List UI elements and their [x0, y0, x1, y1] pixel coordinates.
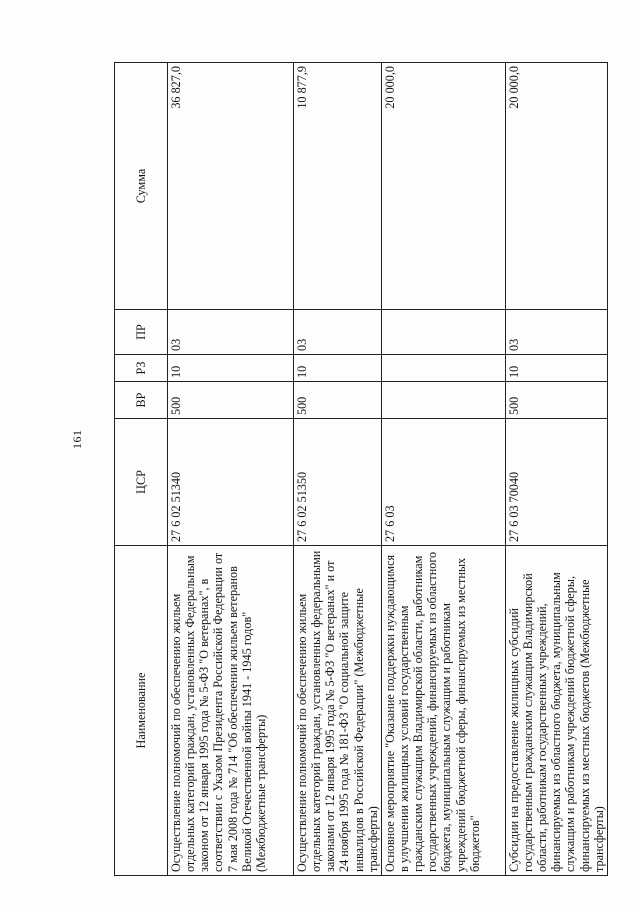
row-pr: 03 — [294, 310, 382, 355]
header-vr: ВР — [115, 382, 168, 419]
row-name: Осуществление полномочий по обеспечению жильем отдельных категорий граждан, установленных федеральными законами от 12 января 1995 года № 5-ФЗ "О ветеранах" и от 24 ноября 1995 года № 181-ФЗ "О социальной защите инвалидов в Российской Федерации" (Межбюджетные трансферты) — [294, 546, 382, 876]
table-header-row — [115, 63, 168, 876]
header-sum: Сумма — [115, 63, 168, 310]
row-rz: 10 — [294, 355, 382, 382]
row-csr: 27 6 02 51350 — [294, 419, 382, 546]
header-rz: РЗ — [115, 355, 168, 382]
row-name: Основное мероприятие "Оказание поддержки нуждающимся в улучшении жилищных условий государственным гражданским служащим Владимирской области, работникам государственных учреждений, финансируемых из областного бюджета, муниципальным служащим и работникам учреждений бюджетной сферы, финансируемых из местных бюджетов" — [381, 546, 505, 876]
row-name: Субсидии на предоставление жилищных субсидий государственным гражданским служащим Владимирской области, работникам государственных учреждений, финансируемых из областного бюджета, муниципальным служащим и работникам учреждений бюджетной сферы, финансируемых из местных бюджетов (Межбюджетные трансферты) — [505, 546, 607, 876]
row-rz: 10 — [505, 355, 607, 382]
row-vr: 500 — [294, 382, 382, 419]
row-csr: 27 6 03 — [381, 419, 505, 546]
row-pr: 03 — [505, 310, 607, 355]
row-vr: 500 — [168, 382, 294, 419]
row-pr: 03 — [168, 310, 294, 355]
header-pr: ПР — [115, 310, 168, 355]
row-csr: 27 6 03 70040 — [505, 419, 607, 546]
row-rz — [381, 355, 505, 382]
row-sum: 20 000,0 — [505, 63, 607, 310]
table-row — [294, 63, 382, 876]
row-vr: 500 — [505, 382, 607, 419]
row-name: Осуществление полномочий по обеспечению жильем отдельных категорий граждан, установленных Федеральным законом от 12 января 1995 года № 5-ФЗ "О ветеранах", в соответствии с Указом Президента Российской Федерации от 7 мая 2008 года № 714 "Об обеспечении жильем ветеранов Великой Отечественной войны 1941 - 1945 годов" (Межбюджетные трансферты) — [168, 546, 294, 876]
header-csr: ЦСР — [115, 419, 168, 546]
row-sum: 36 827,0 — [168, 63, 294, 310]
row-csr: 27 6 02 51340 — [168, 419, 294, 546]
rotated-table-container — [114, 63, 606, 876]
row-pr — [381, 310, 505, 355]
table-row — [505, 63, 607, 876]
header-name: Наименование — [115, 546, 168, 876]
page-number: 161 — [70, 429, 84, 449]
budget-table — [114, 62, 608, 876]
row-rz: 10 — [168, 355, 294, 382]
table-row — [381, 63, 505, 876]
row-sum: 10 877,9 — [294, 63, 382, 310]
table-row — [168, 63, 294, 876]
row-sum: 20 000,0 — [381, 63, 505, 310]
row-vr — [381, 382, 505, 419]
